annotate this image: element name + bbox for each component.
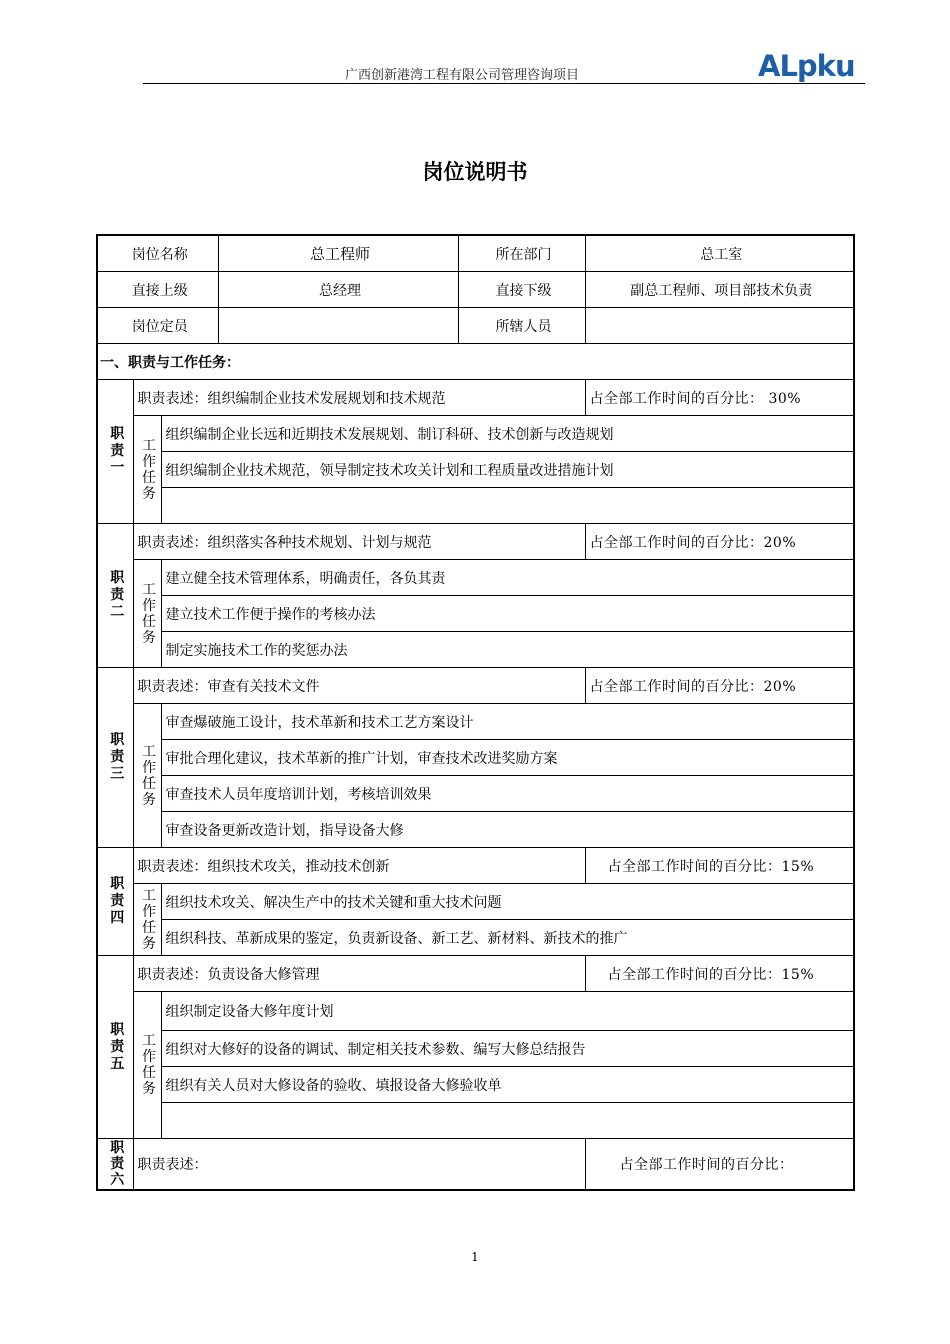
duty-label: 职 责 三 xyxy=(97,668,133,848)
header-rule xyxy=(143,83,865,84)
duty-label: 职 责 四 xyxy=(97,848,133,956)
task-item: 建立健全技术管理体系，明确责任，各负其责 xyxy=(161,560,854,596)
task-item: 组织制定设备大修年度计划 xyxy=(161,992,854,1031)
quota-label: 岗位定员 xyxy=(97,308,218,344)
superior-label: 直接上级 xyxy=(97,272,218,308)
department-label: 所在部门 xyxy=(458,235,585,272)
duty-time-percentage: 占全部工作时间的百分比：20% xyxy=(585,524,854,560)
position-name-value: 总工程师 xyxy=(218,235,458,272)
superior-value: 总经理 xyxy=(218,272,458,308)
section-heading: 一、职责与工作任务： xyxy=(97,344,854,380)
task-item: 组织编制企业技术规范，领导制定技术攻关计划和工程质量改进措施计划 xyxy=(161,452,854,488)
task-item: 组织对大修好的设备的调试、制定相关技术参数、编写大修总结报告 xyxy=(161,1031,854,1067)
work-tasks-label: 工 作 任 务 xyxy=(133,560,161,668)
duty-description: 职责表述：组织技术攻关，推动技术创新 xyxy=(133,848,585,884)
task-item: 制定实施技术工作的奖惩办法 xyxy=(161,632,854,668)
company-logo: ALpku xyxy=(758,49,855,83)
work-tasks-label: 工 作 任 务 xyxy=(133,416,161,524)
task-item: 审查设备更新改造计划，指导设备大修 xyxy=(161,812,854,848)
task-item: 审查技术人员年度培训计划，考核培训效果 xyxy=(161,776,854,812)
duty-description: 职责表述： xyxy=(133,1139,585,1191)
duty-time-percentage: 占全部工作时间的百分比： xyxy=(585,1139,854,1191)
page-title: 岗位说明书 xyxy=(422,160,528,184)
duty-description: 职责表述：负责设备大修管理 xyxy=(133,956,585,992)
task-item-empty xyxy=(161,488,854,524)
quota-value xyxy=(218,308,458,344)
duty-time-percentage: 占全部工作时间的百分比： 30% xyxy=(585,380,854,416)
header-project-title: 广西创新港湾工程有限公司管理咨询项目 xyxy=(345,68,580,83)
duty-time-percentage: 占全部工作时间的百分比：15% xyxy=(585,956,854,992)
staff-value xyxy=(585,308,854,344)
staff-label: 所辖人员 xyxy=(458,308,585,344)
duty-description: 职责表述：组织编制企业技术发展规划和技术规范 xyxy=(133,380,585,416)
job-description-table xyxy=(96,234,855,1191)
work-tasks-label: 工 作 任 务 xyxy=(133,992,161,1139)
duty-label: 职 责 五 xyxy=(97,956,133,1139)
task-item: 审批合理化建议，技术革新的推广计划，审查技术改进奖励方案 xyxy=(161,740,854,776)
task-item: 组织技术攻关、解决生产中的技术关键和重大技术问题 xyxy=(161,884,854,920)
duty-description: 职责表述：组织落实各种技术规划、计划与规范 xyxy=(133,524,585,560)
task-item: 建立技术工作便于操作的考核办法 xyxy=(161,596,854,632)
duty-description: 职责表述：审查有关技术文件 xyxy=(133,668,585,704)
position-name-label: 岗位名称 xyxy=(97,235,218,272)
duty-time-percentage: 占全部工作时间的百分比：20% xyxy=(585,668,854,704)
duty-time-percentage: 占全部工作时间的百分比：15% xyxy=(585,848,854,884)
task-item-empty xyxy=(161,1103,854,1139)
page-number: 1 xyxy=(471,1250,479,1264)
work-tasks-label: 工 作 任 务 xyxy=(133,884,161,956)
department-value: 总工室 xyxy=(585,235,854,272)
subordinate-label: 直接下级 xyxy=(458,272,585,308)
task-item: 审查爆破施工设计，技术革新和技术工艺方案设计 xyxy=(161,704,854,740)
work-tasks-label: 工 作 任 务 xyxy=(133,704,161,848)
subordinate-value: 副总工程师、项目部技术负责 xyxy=(585,272,854,308)
task-item: 组织有关人员对大修设备的验收、填报设备大修验收单 xyxy=(161,1067,854,1103)
duty-label: 职 责 六 xyxy=(97,1139,133,1191)
task-item: 组织科技、革新成果的鉴定，负责新设备、新工艺、新材料、新技术的推广 xyxy=(161,920,854,956)
duty-label: 职 责 二 xyxy=(97,524,133,668)
duty-label: 职 责 一 xyxy=(97,380,133,524)
task-item: 组织编制企业长远和近期技术发展规划、制订科研、技术创新与改造规划 xyxy=(161,416,854,452)
